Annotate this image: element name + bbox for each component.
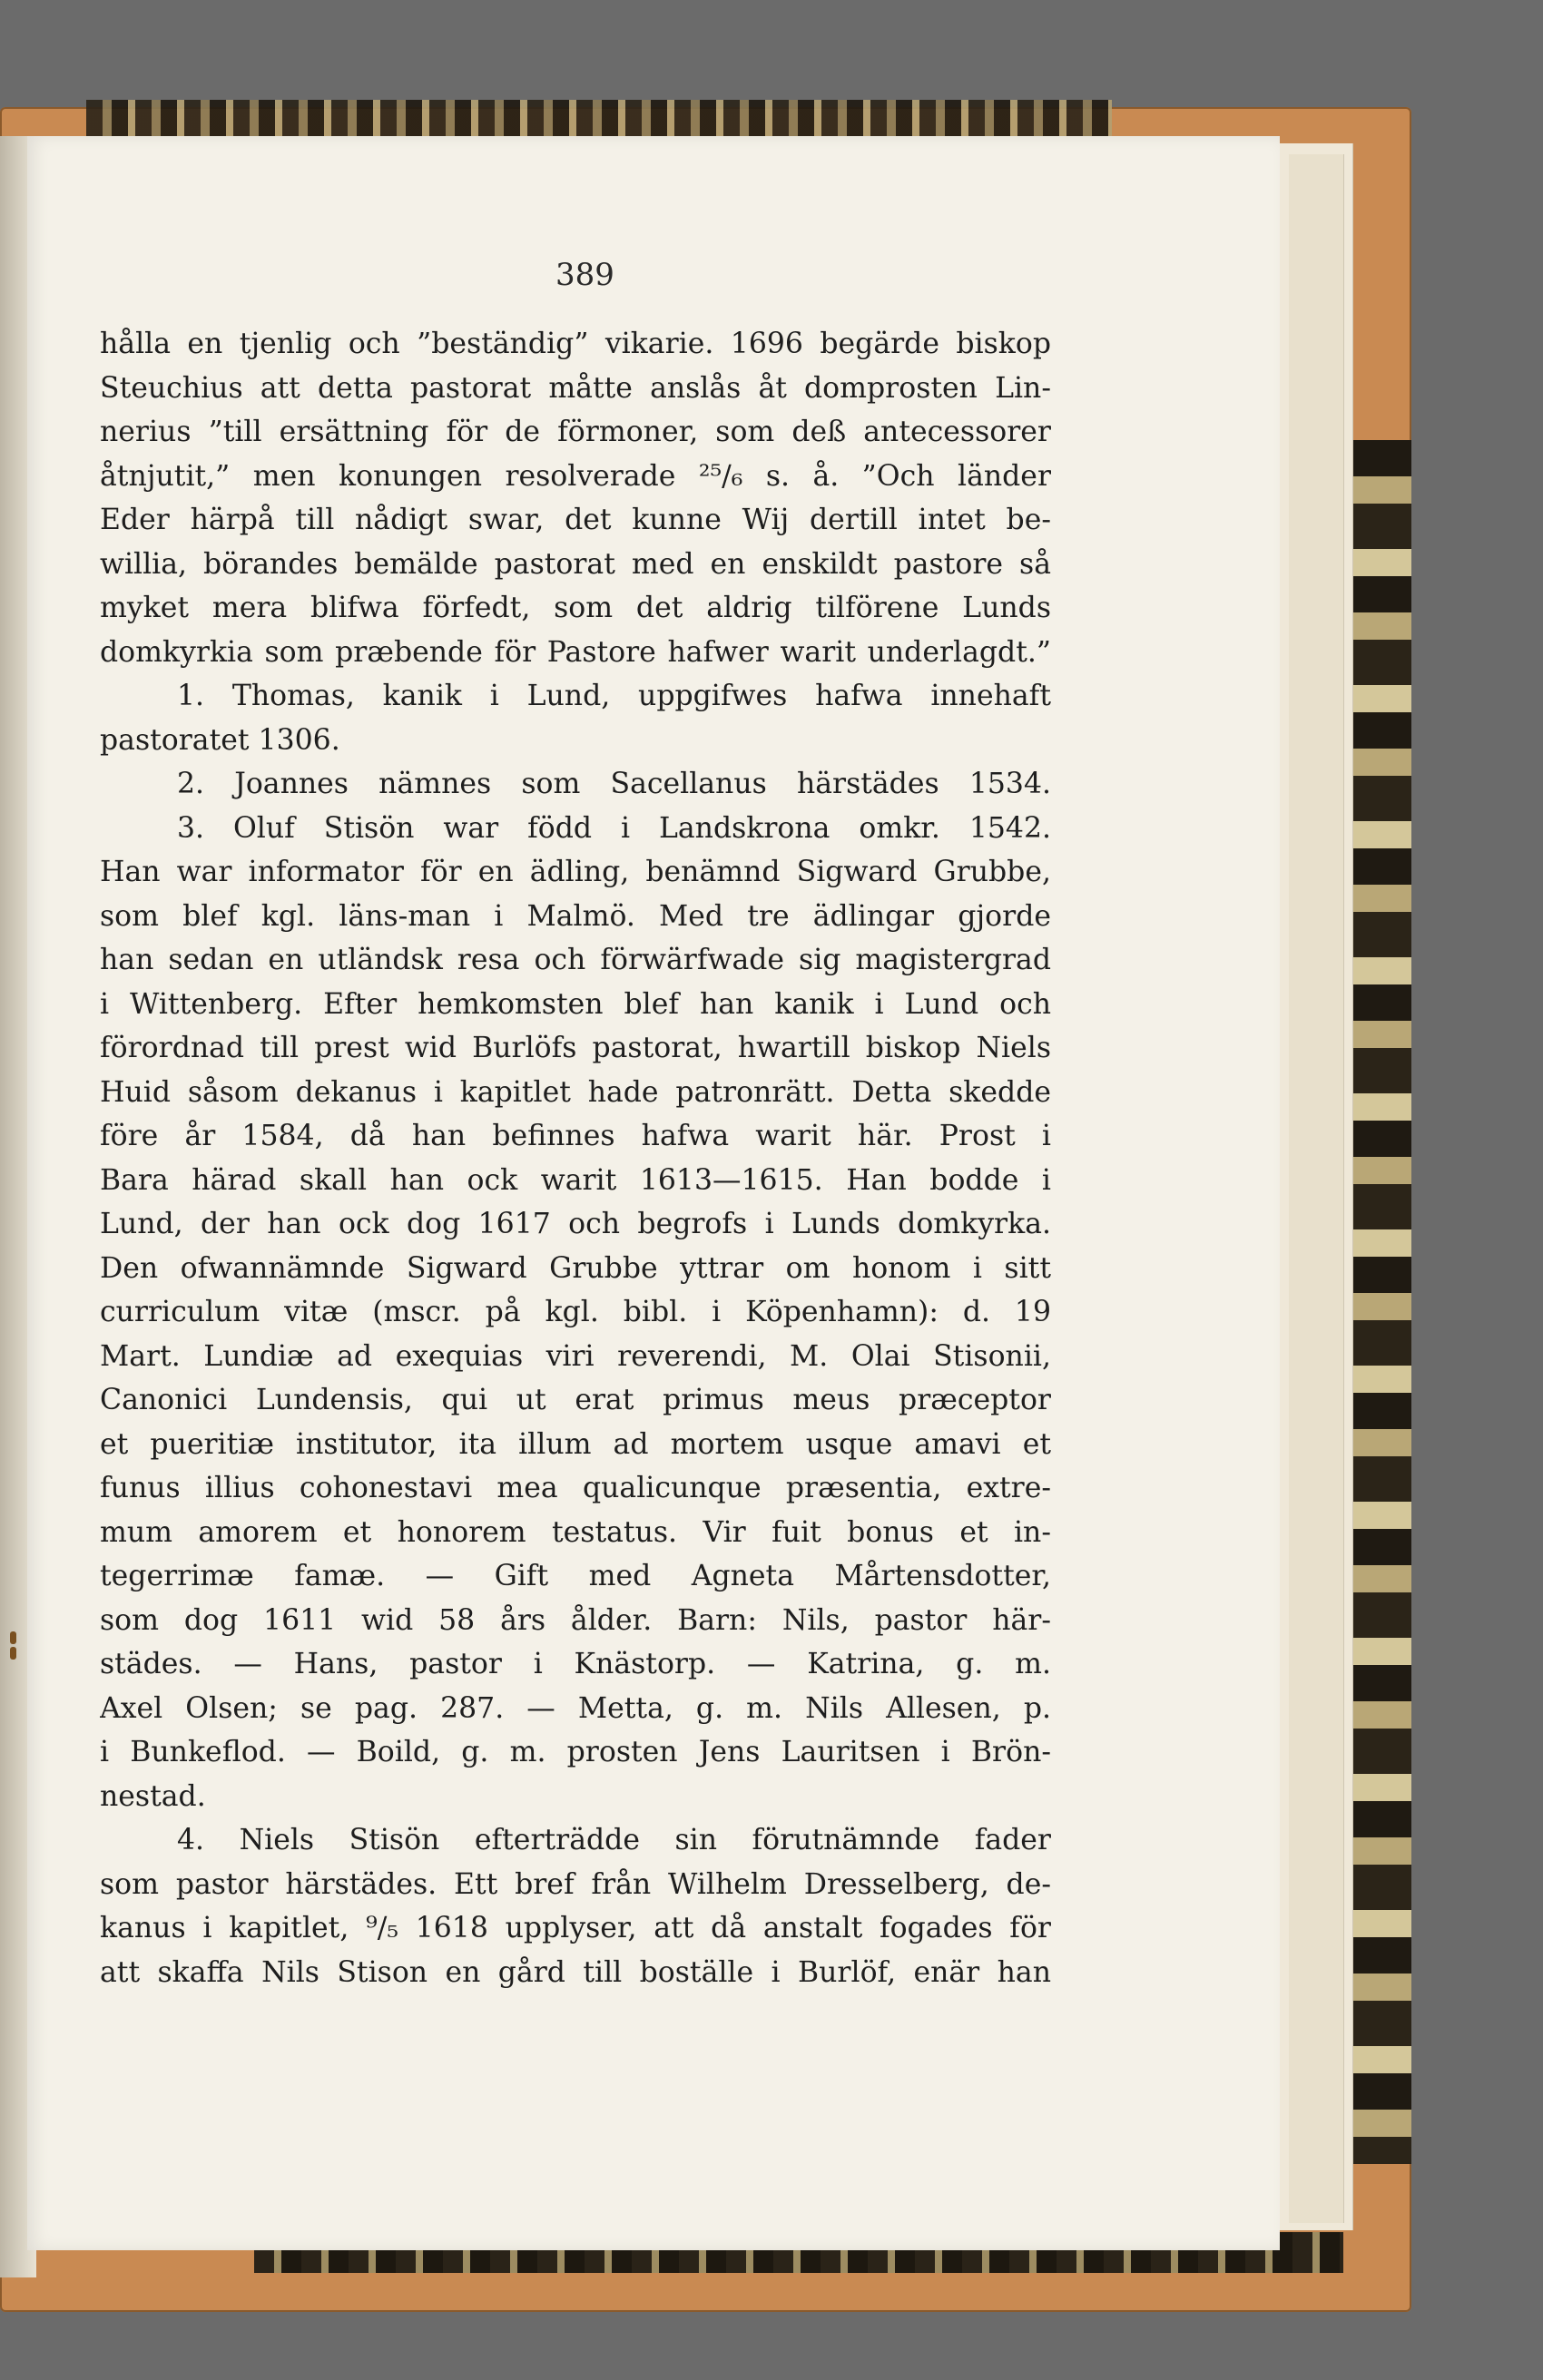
text-line: Mart. Lundiæ ad exequias viri reverendi, M. Olai Stisonii, [100, 1339, 1051, 1373]
text-line: willia, börandes bemälde pastorat med en enskildt pastore så [100, 547, 1051, 581]
text-line: som blef kgl. läns-man i Malmö. Med tre ädlingar gjorde [100, 899, 1051, 933]
text-line: i Bunkeflod. — Boild, g. m. prosten Jens Lauritsen i Brön- [100, 1736, 1051, 1768]
text-line: 3. Oluf Stisön war född i Landskrona omkr. 1542. [177, 811, 1051, 845]
text-line: han sedan en utländsk resa och förwärfwade sig magistergrad [100, 944, 1051, 976]
page-text-block [100, 322, 1051, 1994]
text-line: 2. Joannes nämnes som Sacellanus härstädes 1534. [177, 768, 1051, 800]
text-line: domkyrkia som præbende för Pastore hafwer warit underlagdt.” [100, 635, 1051, 669]
binding-marks [7, 1629, 24, 1665]
text-line: Lund, der han ock dog 1617 och begrofs i Lunds domkyrka. [100, 1208, 1051, 1240]
page-number: 389 [555, 257, 614, 293]
text-line: Steuchius att detta pastorat måtte anslås åt domprosten Lin- [100, 371, 1051, 405]
text-line: Han war informator för en ädling, benämnd Sigward Grubbe, [100, 856, 1051, 888]
text-line: tegerrimæ famæ. — Gift med Agneta Mårtensdotter, [100, 1560, 1051, 1592]
text-line: Axel Olsen; se pag. 287. — Metta, g. m. Nils Allesen, p. [100, 1691, 1051, 1725]
text-line: städes. — Hans, pastor i Knästorp. — Katrina, g. m. [100, 1648, 1051, 1680]
text-line: Den ofwannämnde Sigward Grubbe yttrar om honom i sitt [100, 1251, 1051, 1285]
text-line: Canonici Lundensis, qui ut erat primus meus præceptor [100, 1384, 1051, 1416]
text-line: 4. Niels Stisön efterträdde sin förutnämnde fader [177, 1824, 1051, 1856]
text-line: myket mera blifwa förfedt, som det aldrig tilförene Lunds [100, 592, 1051, 624]
text-line: 1. Thomas, kanik i Lund, uppgifwes hafwa innehaft [177, 680, 1051, 712]
text-line: nerius ”till ersättning för de förmoner, som deß antecessorer [100, 416, 1051, 448]
marbled-edge-top [86, 100, 1112, 136]
text-line: funus illius cohonestavi mea qualicunque præsentia, extre- [100, 1472, 1051, 1504]
page-stack-edge-inner [1289, 154, 1344, 2223]
text-line: före år 1584, då han befinnes hafwa warit här. Prost i [100, 1120, 1051, 1152]
text-line: som pastor härstädes. Ett bref från Wilhelm Dresselberg, de- [100, 1867, 1051, 1901]
text-line: som dog 1611 wid 58 års ålder. Barn: Nils, pastor här- [100, 1603, 1051, 1637]
text-line: Bara härad skall han ock warit 1613—1615. Han bodde i [100, 1163, 1051, 1197]
text-line: et pueritiæ institutor, ita illum ad mortem usque amavi et [100, 1427, 1051, 1461]
marbled-edge-right [1352, 440, 1411, 2164]
text-line: pastoratet 1306. [100, 723, 340, 757]
text-line: Eder härpå till nådigt swar, det kunne Wij dertill intet be- [100, 504, 1051, 536]
text-line: Huid såsom dekanus i kapitlet hade patronrätt. Detta skedde [100, 1075, 1051, 1109]
text-line: i Wittenberg. Efter hemkomsten blef han kanik i Lund och [100, 987, 1051, 1021]
text-line: att skaffa Nils Stison en gård till boställe i Burlöf, enär han [100, 1955, 1051, 1989]
text-line: hålla en tjenlig och ”beständig” vikarie. 1696 begärde biskop [100, 328, 1051, 360]
text-line: nestad. [100, 1779, 206, 1813]
text-line: åtnjutit,” men konungen resolverade ²⁵/₆ s. å. ”Och länder [100, 459, 1051, 493]
text-line: curriculum vitæ (mscr. på kgl. bibl. i Köpenhamn): d. 19 [100, 1296, 1051, 1328]
text-line: kanus i kapitlet, ⁹/₅ 1618 upplyser, att då anstalt fogades för [100, 1912, 1051, 1944]
text-line: förordnad till prest wid Burlöfs pastorat, hwartill biskop Niels [100, 1032, 1051, 1064]
text-line: mum amorem et honorem testatus. Vir fuit bonus et in- [100, 1515, 1051, 1549]
